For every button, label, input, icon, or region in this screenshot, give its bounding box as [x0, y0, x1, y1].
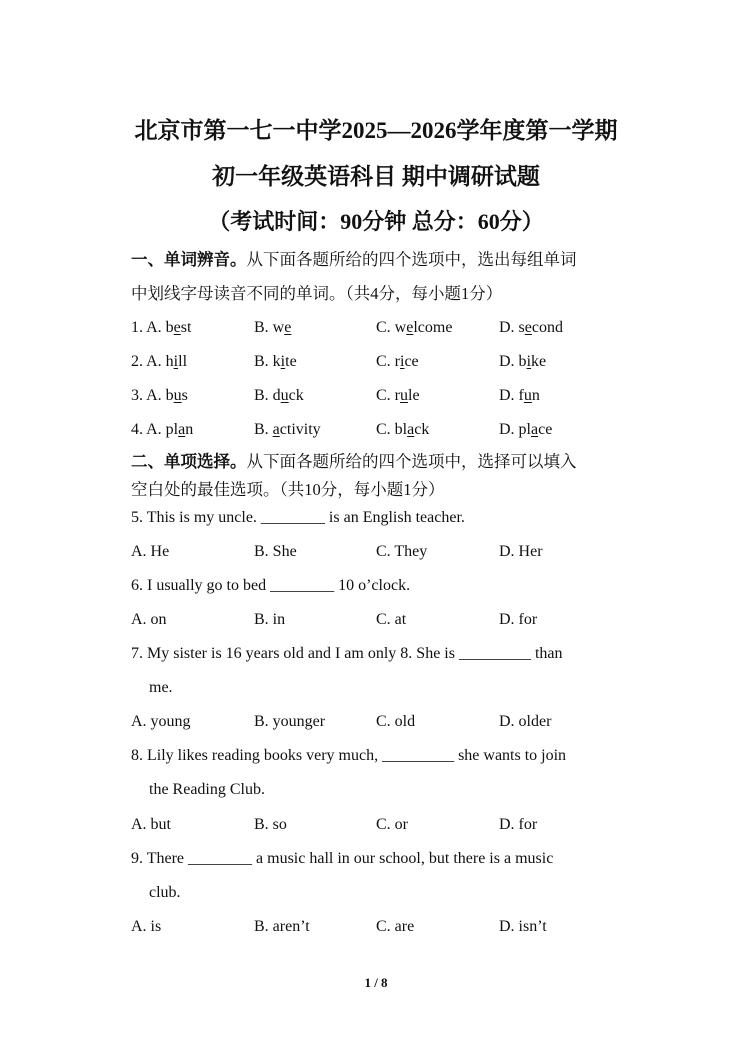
q6-stem: 6. I usually go to bed ________ 10 o’clock.	[131, 577, 411, 594]
q9-option-b: B. aren’t	[254, 918, 310, 935]
q6-option-a: A. on	[131, 611, 167, 628]
q6-option-b: B. in	[254, 611, 286, 628]
q5-option-a: A. He	[131, 543, 170, 560]
q5-stem: 5. This is my uncle. ________ is an English teacher.	[131, 509, 465, 526]
section1-instruction-line2: 中划线字母读音不同的单词。（共4分，每小题1分）	[131, 284, 503, 303]
section1-instruction-text: 从下面各题所给的四个选项中，选出每组单词	[246, 250, 577, 269]
underlined-letter: u	[400, 387, 408, 404]
q7-option-c: C. old	[376, 713, 416, 730]
q4-option-a: 4. A. plan	[131, 421, 194, 438]
q2-option-a: 2. A. hill	[131, 353, 188, 370]
underlined-letter: e	[524, 319, 532, 336]
q2-option-c: C. rice	[376, 353, 419, 370]
q2-option-d: D. bike	[499, 353, 547, 370]
q3-option-b: B. duck	[254, 387, 304, 404]
q1-option-d: D. second	[499, 319, 563, 336]
q9-option-c: C. are	[376, 918, 415, 935]
q8-option-b: B. so	[254, 816, 287, 833]
q8-option-c: C. or	[376, 816, 408, 833]
q7-stem-continued: me.	[149, 679, 173, 696]
q1-option-b: B. we	[254, 319, 292, 336]
underlined-letter: e	[284, 319, 292, 336]
underlined-letter: a	[531, 421, 539, 438]
q1-option-c: C. welcome	[376, 319, 453, 336]
exam-title-time-score: （考试时间：90分钟 总分：60分）	[208, 209, 544, 234]
q8-option-d: D. for	[499, 816, 538, 833]
q6-option-c: C. at	[376, 611, 407, 628]
underlined-letter: a	[272, 421, 280, 438]
q5-option-d: D. Her	[499, 543, 543, 560]
underlined-letter: u	[173, 387, 182, 404]
underlined-letter: i	[280, 353, 286, 370]
q3-option-a: 3. A. bus	[131, 387, 188, 404]
q1-option-a: 1. A. best	[131, 319, 192, 336]
underlined-letter: i	[526, 353, 532, 370]
exam-title-subject: 初一年级英语科目 期中调研试题	[212, 164, 540, 189]
section2-heading: 二、单项选择。	[131, 452, 247, 471]
q9-stem: 9. There ________ a music hall in our school, but there is a music	[131, 850, 554, 867]
underlined-letter: u	[523, 387, 532, 404]
q6-option-d: D. for	[499, 611, 538, 628]
underlined-letter: a	[178, 421, 186, 438]
section2-instruction	[131, 452, 577, 472]
q4-option-b: B. activity	[254, 421, 321, 438]
q2-option-b: B. kite	[254, 353, 297, 370]
q8-option-a: A. but	[131, 816, 171, 833]
q3-option-d: D. fun	[499, 387, 540, 404]
q7-stem: 7. My sister is 16 years old and I am only 8. She is _________ than	[131, 645, 563, 662]
section1-heading: 一、单词辨音。	[131, 250, 247, 269]
q3-option-c: C. rule	[376, 387, 420, 404]
section2-instruction-text: 从下面各题所给的四个选项中，选择可以填入	[246, 452, 577, 471]
section2-instruction-line2: 空白处的最佳选项。（共10分，每小题1分）	[131, 480, 445, 499]
q8-stem: 8. Lily likes reading books very much, _________ she wants to join	[131, 747, 567, 764]
underlined-letter: i	[400, 353, 405, 370]
exam-title-school: 北京市第一七一中学2025—2026学年度第一学期	[134, 118, 618, 143]
underlined-letter: i	[173, 353, 179, 370]
q8-stem-continued: the Reading Club.	[149, 781, 265, 798]
q7-option-b: B. younger	[254, 713, 326, 730]
page-number: 1 / 8	[364, 975, 388, 990]
q9-stem-continued: club.	[149, 884, 181, 901]
q9-option-d: D. isn’t	[499, 918, 547, 935]
underlined-letter: a	[407, 421, 415, 438]
q7-option-a: A. young	[131, 713, 191, 730]
q9-option-a: A. is	[131, 918, 162, 935]
underlined-letter: e	[406, 319, 414, 336]
q4-option-d: D. place	[499, 421, 553, 438]
underlined-letter: u	[280, 387, 289, 404]
q5-option-c: C. They	[376, 543, 428, 560]
section1-instruction	[131, 250, 577, 270]
q5-option-b: B. She	[254, 543, 297, 560]
q4-option-c: C. black	[376, 421, 430, 438]
underlined-letter: e	[173, 319, 181, 336]
q7-option-d: D. older	[499, 713, 552, 730]
